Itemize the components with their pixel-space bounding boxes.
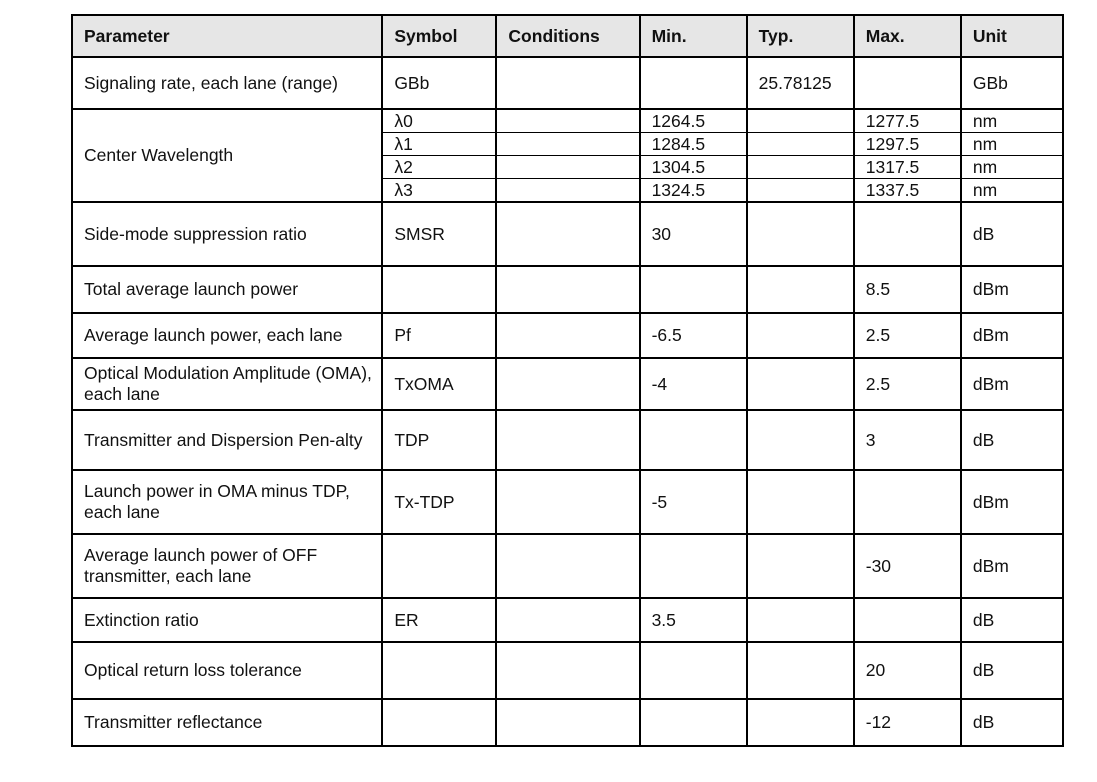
cell-min: [640, 534, 747, 598]
cell-typ: [747, 109, 854, 133]
cell-unit: dBm: [961, 358, 1063, 410]
cell-typ: [747, 642, 854, 699]
header-symbol: Symbol: [382, 15, 496, 57]
cell-min: 30: [640, 202, 747, 266]
cell-unit: nm: [961, 179, 1063, 203]
cell-parameter: Launch power in OMA minus TDP, each lane: [72, 470, 382, 534]
cell-max: [854, 202, 961, 266]
cell-typ: [747, 699, 854, 746]
cell-min: 1284.5: [640, 133, 747, 156]
cell-conditions: [496, 470, 639, 534]
cell-unit: dB: [961, 598, 1063, 642]
cell-min: 1304.5: [640, 156, 747, 179]
cell-max: 8.5: [854, 266, 961, 313]
cell-min: [640, 642, 747, 699]
cell-conditions: [496, 179, 639, 203]
cell-unit: GBb: [961, 57, 1063, 109]
cell-unit: nm: [961, 133, 1063, 156]
cell-unit: dB: [961, 642, 1063, 699]
cell-parameter: Transmitter and Dispersion Pen-alty: [72, 410, 382, 470]
cell-typ: [747, 156, 854, 179]
cell-parameter: Optical return loss tolerance: [72, 642, 382, 699]
cell-min: 1264.5: [640, 109, 747, 133]
cell-unit: dBm: [961, 470, 1063, 534]
cell-max: 3: [854, 410, 961, 470]
cell-symbol: ER: [382, 598, 496, 642]
cell-conditions: [496, 642, 639, 699]
cell-parameter: Signaling rate, each lane (range): [72, 57, 382, 109]
cell-conditions: [496, 109, 639, 133]
table-row: [72, 410, 1063, 470]
cell-min: -5: [640, 470, 747, 534]
cell-parameter: Center Wavelength: [72, 109, 382, 202]
table-row: [72, 642, 1063, 699]
cell-unit: dBm: [961, 313, 1063, 358]
cell-typ: [747, 266, 854, 313]
cell-parameter: Transmitter reflectance: [72, 699, 382, 746]
cell-conditions: [496, 313, 639, 358]
cell-max: -30: [854, 534, 961, 598]
cell-conditions: [496, 156, 639, 179]
header-row: [72, 15, 1063, 57]
header-conditions: Conditions: [496, 15, 639, 57]
table-row: [72, 313, 1063, 358]
cell-max: 1337.5: [854, 179, 961, 203]
cell-conditions: [496, 57, 639, 109]
cell-min: -4: [640, 358, 747, 410]
cell-symbol: λ3: [382, 179, 496, 203]
cell-max: [854, 470, 961, 534]
cell-symbol: λ2: [382, 156, 496, 179]
cell-unit: dB: [961, 202, 1063, 266]
cell-symbol: λ0: [382, 109, 496, 133]
cell-max: 2.5: [854, 313, 961, 358]
cell-conditions: [496, 534, 639, 598]
cell-typ: 25.78125: [747, 57, 854, 109]
header-max: Max.: [854, 15, 961, 57]
cell-conditions: [496, 133, 639, 156]
cell-symbol: Tx-TDP: [382, 470, 496, 534]
transmitter-spec-table: [71, 14, 1064, 747]
cell-symbol: λ1: [382, 133, 496, 156]
cell-max: [854, 57, 961, 109]
cell-symbol: [382, 699, 496, 746]
header-unit: Unit: [961, 15, 1063, 57]
cell-conditions: [496, 358, 639, 410]
cell-unit: nm: [961, 109, 1063, 133]
header-parameter: Parameter: [72, 15, 382, 57]
table-body: [72, 57, 1063, 746]
table-row: [72, 598, 1063, 642]
cell-conditions: [496, 410, 639, 470]
cell-symbol: [382, 266, 496, 313]
cell-min: -6.5: [640, 313, 747, 358]
cell-typ: [747, 358, 854, 410]
cell-unit: dBm: [961, 534, 1063, 598]
cell-max: 20: [854, 642, 961, 699]
cell-typ: [747, 534, 854, 598]
cell-max: 2.5: [854, 358, 961, 410]
cell-parameter: Average launch power, each lane: [72, 313, 382, 358]
cell-max: -12: [854, 699, 961, 746]
cell-symbol: GBb: [382, 57, 496, 109]
cell-typ: [747, 202, 854, 266]
cell-typ: [747, 313, 854, 358]
cell-conditions: [496, 598, 639, 642]
cell-max: [854, 598, 961, 642]
cell-typ: [747, 470, 854, 534]
header-typ: Typ.: [747, 15, 854, 57]
table-row: [72, 699, 1063, 746]
cell-symbol: [382, 534, 496, 598]
cell-max: 1297.5: [854, 133, 961, 156]
cell-symbol: [382, 642, 496, 699]
cell-max: 1277.5: [854, 109, 961, 133]
table-row: [72, 266, 1063, 313]
cell-min: 3.5: [640, 598, 747, 642]
cell-symbol: TxOMA: [382, 358, 496, 410]
cell-conditions: [496, 699, 639, 746]
cell-parameter: Total average launch power: [72, 266, 382, 313]
cell-symbol: SMSR: [382, 202, 496, 266]
cell-typ: [747, 410, 854, 470]
cell-unit: dBm: [961, 266, 1063, 313]
cell-parameter: Side-mode suppression ratio: [72, 202, 382, 266]
cell-min: [640, 57, 747, 109]
cell-parameter: Optical Modulation Amplitude (OMA), each lane: [72, 358, 382, 410]
cell-max: 1317.5: [854, 156, 961, 179]
table-row: [72, 470, 1063, 534]
cell-symbol: Pf: [382, 313, 496, 358]
table-row: [72, 534, 1063, 598]
table-header: [72, 15, 1063, 57]
cell-unit: nm: [961, 156, 1063, 179]
wavelength-row: [72, 109, 1063, 133]
cell-min: [640, 410, 747, 470]
cell-typ: [747, 179, 854, 203]
cell-typ: [747, 598, 854, 642]
table-row: [72, 202, 1063, 266]
cell-min: 1324.5: [640, 179, 747, 203]
cell-parameter: Average launch power of OFF transmitter, each lane: [72, 534, 382, 598]
cell-min: [640, 699, 747, 746]
cell-typ: [747, 133, 854, 156]
cell-conditions: [496, 202, 639, 266]
header-min: Min.: [640, 15, 747, 57]
cell-unit: dB: [961, 410, 1063, 470]
cell-unit: dB: [961, 699, 1063, 746]
cell-parameter: Extinction ratio: [72, 598, 382, 642]
table-row: [72, 358, 1063, 410]
cell-min: [640, 266, 747, 313]
table-row: [72, 57, 1063, 109]
cell-conditions: [496, 266, 639, 313]
cell-symbol: TDP: [382, 410, 496, 470]
